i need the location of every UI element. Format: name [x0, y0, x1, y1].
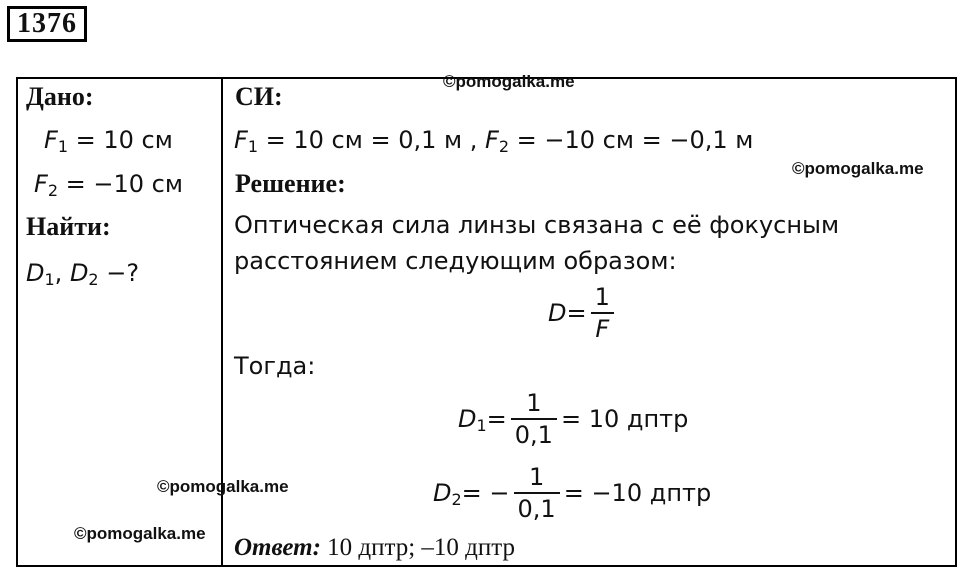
watermark: ©pomogalka.me — [157, 477, 289, 496]
watermark: ©pomogalka.me — [443, 72, 575, 91]
solution-text-line1: Оптическая сила линзы связана с её фокусным — [234, 211, 840, 239]
answer-label: Ответ: — [234, 534, 321, 561]
find-unknowns: $D_1$, $D_2$ −? — [26, 259, 140, 289]
given-f2: $F_2 = -10$ см — [34, 170, 183, 200]
watermark: ©pomogalka.me — [74, 524, 206, 543]
si-heading: СИ: — [235, 82, 283, 111]
then-label: Тогда: — [234, 352, 316, 380]
si-conversion: $F_1 = 10$ см = 0,1 м , $F_2 = -10$ см = −0,1 м — [234, 126, 754, 156]
formula-optical-power: D = $\frac{1}{F}$ — [548, 282, 618, 344]
formula-d2: $D_2$ = − $\frac{1}{0,1}$ = −10 дптр — [433, 463, 712, 523]
formula-d1: $D_1$ = $\frac{1}{0,1}$ = 10 дптр — [458, 389, 689, 449]
given-heading: Дано: — [26, 82, 94, 111]
watermark: ©pomogalka.me — [792, 159, 924, 178]
solution-text-line2: расстоянием следующим образом: — [234, 247, 677, 275]
given-f1: $F_1 = 10$ см — [44, 126, 173, 156]
answer-text: 10 дптр; –10 дптр — [320, 534, 516, 561]
solution-heading: Решение: — [235, 169, 346, 198]
find-heading: Найти: — [26, 212, 111, 241]
answer-line — [234, 533, 515, 566]
problem-number: 1376 — [7, 6, 87, 42]
